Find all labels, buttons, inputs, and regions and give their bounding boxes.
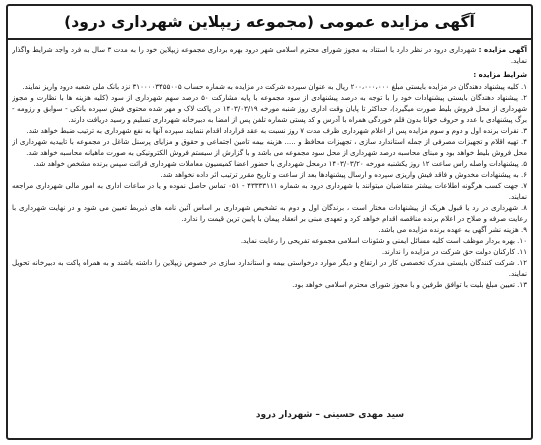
condition-item: ۷. جهت کسب هرگونه اطلاعات بیشتر متقاضیان میتوانند با شهرداری درود به شماره ۴۳۳۳۳۱۱۱ - ۰۵۱ تماس حاصل نموده و یا در ساعات اداری به امور مالی شهرداری مراجعه نمایند. bbox=[12, 181, 527, 201]
condition-item: ۱۳. تعیین مبلغ بلیت با توافق طرفین و با مجوز شورای محترم اسلامی خواهد بود. bbox=[292, 280, 527, 289]
condition-item: ۲. پیشنهاد دهندگان بایستی پیشنهادات خود را با توجه به درصد پیشنهادی از سود مجموعه با پایه مشارکت ۵۰ درصد سهم شهرداری از سود (کلیه هزینه ها با نظارت و مجوز شهرداری از محل فروش بلیط صورت میگیرد)، حداکثر تا پایان وقت اداری روز شنبه مورخه ۱۴۰۳/۰۳/۱۹ در پاکت لاک و مهر شده محتوی فیش سپرده بانکی - سوابق و رزومه - برگ پیشنهادی با عدد و حروف خوانا بدون قلم خوردگی همراه با آدرس و کد پستی شماره تلفن پس از امضا به دبیرخانه شهرداری تسلیم و رسید دریافت دارند. bbox=[12, 93, 527, 124]
condition-item: ۸. شهرداری در رد یا قبول هریک از پیشنهادات مختار است ، برندگان اول و دوم به تشخیص شهرداری بر اساس آئین نامه های ذیربط تعیین می شود و در نهایت شهرداری با رعایت صرفه و صلاح در اعلام برنده مناقصه اقدام خواهد کرد و تعهدی مبنی بر انعقاد پیمان با پایین ترین قیمت را ندارد. bbox=[12, 203, 527, 223]
condition-item: ۶. به پیشنهادات مخدوش و فاقد فیش واریزی سپرده و ارسال پیشنهادها بعد از ساعت و تاریخ مقرر ترتیب اثر داده نخواهد شد. bbox=[160, 170, 527, 179]
signature: سید مهدی حسینی – شهردار درود bbox=[255, 410, 405, 420]
condition-item: ۴. تهیه اقلام و تجهیزات مصرفی از جمله استاندارد سازی ، تجهیزات محافظ و ..... هزینه بیمه تامین اجتماعی و حقوق و مزایای پرسنل شاغل در مجموعه با تاییدیه شهرداری از محل فروش بلیط خواهد بود و مبنای محاسبه درصد شهرداری از محل سود مجموعه می باشد و با گزارش از سیستم فروش الکترونیکی به صورت ماهیانه محاسبه خواهد شد. bbox=[12, 137, 527, 157]
condition-item: ۹. هزینه نشر آگهی به عهده برنده مزایده می باشد. bbox=[378, 225, 527, 234]
condition-item: ۵. پیشنهادات واصله راس ساعت ۱۲ روز یکشنبه مورخه ۱۴۰۳/۰۳/۲۰ درمحل شهرداری با حضور اعضا کمیسیون معاملات شهرداری قرائت سپس برنده مشخص خواهد شد. bbox=[33, 159, 527, 168]
condition-item: ۱۰. بهره بردار موظف است کلیه مسائل ایمنی و شئونات اسلامی مجموعه تفریحی را رعایت نماید. bbox=[240, 236, 527, 245]
conditions-heading: شرایط مزایده : bbox=[473, 70, 527, 79]
condition-item: ۳. نفرات برنده اول و دوم و سوم مزایده پس از اعلام شهرداری ظرف مدت ۷ روز نسبت به عقد قرارداد اقدام ننمایند سپرده آنها به نفع شهرداری به ترتیب ضبط خواهد شد. bbox=[26, 126, 527, 135]
intro-text: شهرداری درود در نظر دارد با استناد به مجوز شورای محترم اسلامی شهر درود بهره برداری مجموعه زیپلاین خود را به مدت ۳ سال به فرد واجد شرایط واگذار نماید. bbox=[12, 45, 527, 65]
notice-content bbox=[12, 44, 527, 434]
condition-item: ۱. کلیه پیشنهاد دهندگان در مزایده بایستی مبلغ ۲۰۰،۰۰۰،۰۰۰ ریال به عنوان سپرده شرکت در مزایده به شماره حساب ۳۱۰۰۰۰۳۴۵۵۰۰۵ نزد بانک ملی شعبه درود واریز نمایند. bbox=[22, 82, 527, 91]
notice-title-bar bbox=[8, 6, 531, 40]
condition-item: ۱۲. شرکت کنندگان بایستی مدرک تخصصی کار در ارتفاع و دیگر موارد درخواستی بیمه و استاندارد سازی در خصوص زیپلاین را داشته باشند و به همراه پاکت به دبیرخانه تحویل نمایند. bbox=[12, 258, 527, 278]
intro-label: آگهی مزایده : bbox=[478, 45, 527, 54]
condition-item: ۱۱. کارکنان دولت حق شرکت در مزایده را ندارند. bbox=[381, 247, 527, 256]
notice-intro bbox=[12, 44, 527, 66]
notice-title: آگهی مزایده عمومی (مجموعه زیپلاین شهرداری درود) bbox=[64, 13, 475, 31]
